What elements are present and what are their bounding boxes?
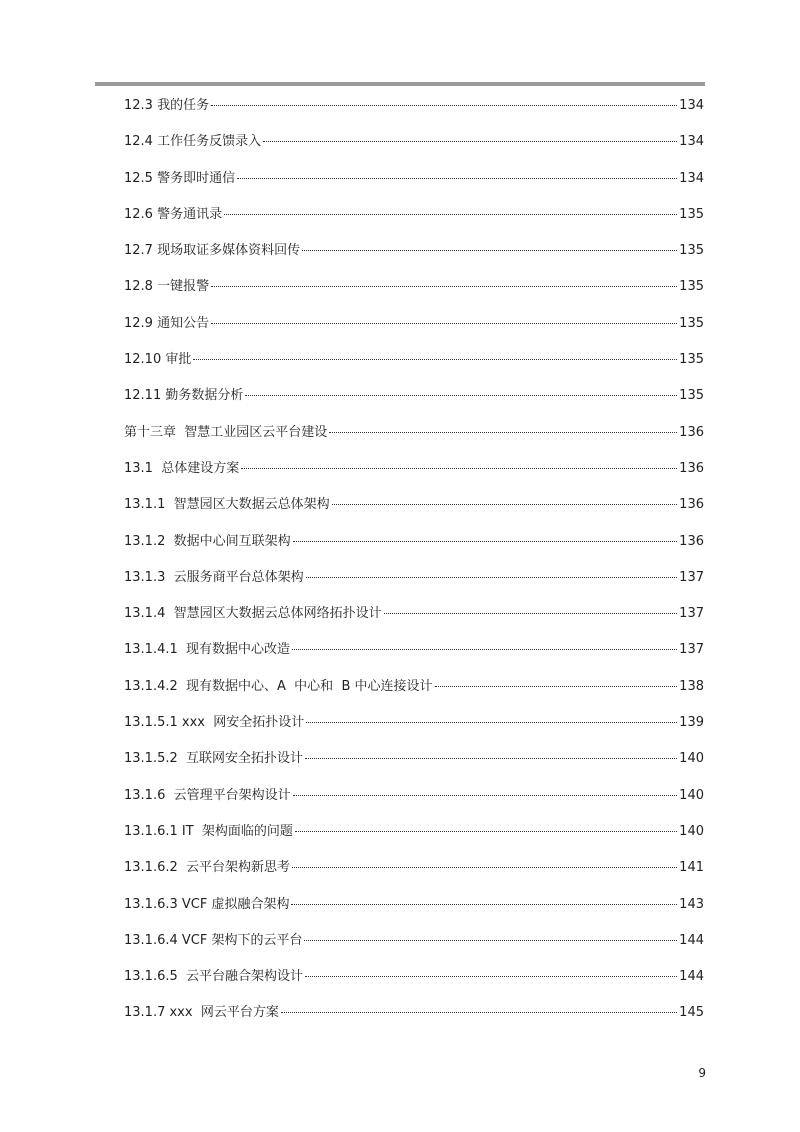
toc-entry-page: 145 <box>679 1005 704 1021</box>
toc-entry-page: 135 <box>679 388 704 404</box>
toc-entry-page: 135 <box>679 243 704 259</box>
toc-entry[interactable] <box>124 314 704 350</box>
toc-entry-page: 143 <box>679 896 704 912</box>
toc-entry-title: 13.1.6.1 IT 架构面临的问题 <box>124 823 293 839</box>
toc-entry-title: 13.1.7 xxx 网云平台方案 <box>124 1005 279 1021</box>
toc-entry[interactable] <box>124 495 704 531</box>
toc-dot-leader <box>306 722 677 723</box>
toc-entry-title: 13.1.6.5 云平台融合架构设计 <box>124 969 304 985</box>
toc-entry-title: 12.9 通知公告 <box>124 315 210 331</box>
toc-dot-leader <box>293 541 678 542</box>
toc-entry-page: 138 <box>679 678 704 694</box>
toc-entry-title: 12.8 一键报警 <box>124 279 210 295</box>
toc-entry-title: 13.1.1 智慧园区大数据云总体架构 <box>124 497 330 513</box>
toc-entry[interactable] <box>124 749 704 785</box>
toc-entry-title: 13.1.5.2 互联网安全拓扑设计 <box>124 751 304 767</box>
toc-entry-title: 13.1.6.3 VCF 虚拟融合架构 <box>124 896 290 912</box>
toc-entry[interactable] <box>124 423 704 459</box>
toc-entry-title: 13.1.4 智慧园区大数据云总体网络拓扑设计 <box>124 606 382 622</box>
toc-dot-leader <box>306 577 678 578</box>
toc-entry[interactable] <box>124 713 704 749</box>
toc-entry-title: 13.1 总体建设方案 <box>124 460 240 476</box>
toc-entry-title: 13.1.4.1 现有数据中心改造 <box>124 642 291 658</box>
toc-entry-title: 13.1.5.1 xxx 网安全拓扑设计 <box>124 715 305 731</box>
toc-entry[interactable] <box>124 241 704 277</box>
toc-entry-title: 13.1.2 数据中心间互联架构 <box>124 533 291 549</box>
toc-entry-title: 13.1.6 云管理平台架构设计 <box>124 787 291 803</box>
toc-dot-leader <box>193 359 677 360</box>
toc-entry-page: 137 <box>679 569 704 585</box>
toc-entry-page: 134 <box>679 98 704 113</box>
toc-entry[interactable] <box>124 931 704 967</box>
toc-entry-page: 144 <box>679 969 704 985</box>
toc-dot-leader <box>305 976 677 977</box>
toc-dot-leader <box>304 940 677 941</box>
toc-entry[interactable] <box>124 568 704 604</box>
toc-entry-title: 12.5 警务即时通信 <box>124 170 236 186</box>
toc-dot-leader <box>293 795 678 796</box>
toc-entry[interactable] <box>124 459 704 495</box>
toc-entry[interactable] <box>124 604 704 640</box>
toc-entry-title: 12.7 现场取证多媒体资料回传 <box>124 243 301 259</box>
toc-entry[interactable] <box>124 169 704 205</box>
toc-dot-leader <box>224 214 677 215</box>
toc-dot-leader <box>329 432 677 433</box>
toc-entry-page: 136 <box>679 497 704 513</box>
toc-entry-page: 137 <box>679 606 704 622</box>
toc-dot-leader <box>332 504 678 505</box>
toc-entry-title: 13.1.3 云服务商平台总体架构 <box>124 569 304 585</box>
toc-entry[interactable] <box>124 786 704 822</box>
toc-dot-leader <box>291 904 677 905</box>
toc-dot-leader <box>211 105 677 106</box>
toc-entry-title: 13.1.6.2 云平台架构新思考 <box>124 860 291 876</box>
toc-dot-leader <box>245 395 677 396</box>
toc-entry-page: 144 <box>679 932 704 948</box>
toc-entry-page: 140 <box>679 787 704 803</box>
toc-entry[interactable] <box>124 205 704 241</box>
toc-dot-leader <box>211 323 677 324</box>
toc-entry-page: 134 <box>679 134 704 150</box>
toc-entry[interactable] <box>124 277 704 313</box>
toc-dot-leader <box>211 286 677 287</box>
toc-entry[interactable] <box>124 858 704 894</box>
toc-entry-title: 第十三章 智慧工业园区云平台建设 <box>124 424 328 440</box>
toc-entry[interactable] <box>124 895 704 931</box>
toc-entry-title: 12.6 警务通讯录 <box>124 206 223 222</box>
toc-entry[interactable] <box>124 386 704 422</box>
toc-dot-leader <box>292 649 677 650</box>
toc-entry-page: 137 <box>679 642 704 658</box>
toc-entry-page: 136 <box>679 533 704 549</box>
toc-entry-title: 13.1.6.4 VCF 架构下的云平台 <box>124 932 303 948</box>
toc-dot-leader <box>237 178 677 179</box>
header-rule <box>95 82 705 86</box>
toc-entry[interactable] <box>124 1003 704 1039</box>
toc-entry[interactable] <box>124 640 704 676</box>
toc-entry[interactable] <box>124 677 704 713</box>
toc-dot-leader <box>241 468 677 469</box>
toc-entry-page: 139 <box>679 715 704 731</box>
toc-entry-page: 140 <box>679 823 704 839</box>
toc-entry-title: 12.3 我的任务 <box>124 98 210 113</box>
toc-dot-leader <box>292 867 677 868</box>
toc-entry[interactable] <box>124 822 704 858</box>
toc-entry-title: 13.1.4.2 现有数据中心、A 中心和 B 中心连接设计 <box>124 678 433 694</box>
table-of-contents <box>124 96 704 1040</box>
toc-entry-page: 136 <box>679 460 704 476</box>
toc-dot-leader <box>263 141 677 142</box>
toc-dot-leader <box>305 758 677 759</box>
toc-entry-title: 12.11 勤务数据分析 <box>124 388 244 404</box>
toc-entry[interactable] <box>124 350 704 386</box>
toc-dot-leader <box>281 1012 677 1013</box>
toc-entry-title: 12.4 工作任务反馈录入 <box>124 134 262 150</box>
toc-dot-leader <box>302 250 677 251</box>
toc-dot-leader <box>295 831 677 832</box>
page-number: 9 <box>698 1066 706 1080</box>
toc-entry-page: 136 <box>679 424 704 440</box>
toc-entry-page: 135 <box>679 206 704 222</box>
toc-entry-title: 12.10 审批 <box>124 352 192 368</box>
toc-entry-page: 135 <box>679 279 704 295</box>
toc-entry[interactable] <box>124 967 704 1003</box>
toc-entry[interactable] <box>124 132 704 168</box>
toc-entry[interactable] <box>124 532 704 568</box>
toc-dot-leader <box>435 686 678 687</box>
toc-dot-leader <box>384 613 678 614</box>
toc-entry-page: 135 <box>679 315 704 331</box>
toc-entry-page: 141 <box>679 860 704 876</box>
toc-entry-page: 135 <box>679 352 704 368</box>
toc-entry-page: 134 <box>679 170 704 186</box>
toc-entry[interactable] <box>124 96 704 132</box>
toc-entry-page: 140 <box>679 751 704 767</box>
